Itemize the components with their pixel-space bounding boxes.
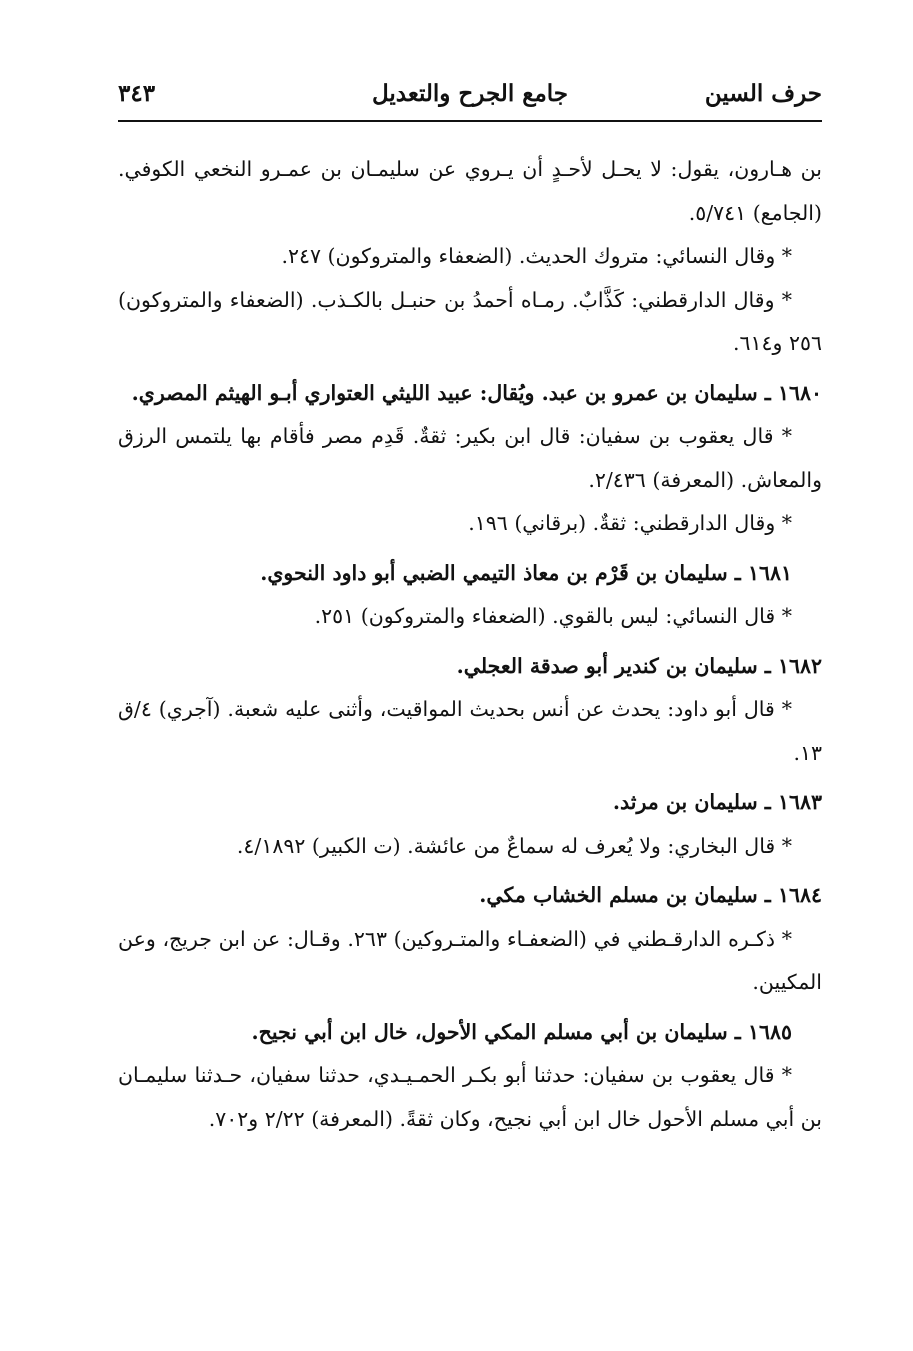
running-header	[118, 70, 822, 116]
entry-paragraph: * وقال الدارقطني: كَذَّابٌ. رمـاه أحمدُ بن حنبـل بالكـذب. (الضعفاء والمتروكون) ٢٥٦ و٦١٤.	[118, 287, 822, 355]
entry-heading: ١٦٨٥ ـ سليمان بن أبي مسلم المكي الأحول، خال ابن أبي نجيح.	[251, 1019, 792, 1044]
entry-heading: ١٦٨١ ـ سليمان بن قَرْم بن معاذ التيمي الضبي أبو داود النحوي.	[260, 560, 792, 585]
entry-paragraph: * قال النسائي: ليس بالقوي. (الضعفاء والمتروكون) ٢٥١.	[314, 604, 792, 628]
header-book-title: جامع الجرح والتعديل	[371, 79, 569, 107]
entry-paragraph: * قال يعقوب بن سفيان: حدثنا أبو بكـر الحمـيـدي، حدثنا سفيان، حـدثنا سليمـان بن أبي مسلم الأحول خال ابن أبي نجيح، وكان ثقةً. (المعرفة) ٢/٢٢ و٧٠٢.	[118, 1063, 822, 1131]
header-rule	[118, 120, 822, 122]
page-body	[118, 148, 822, 1141]
header-chapter: حرف السين	[704, 79, 822, 107]
entry-paragraph: * قال أبو داود: يحدث عن أنس بحديث المواقيت، وأثنى عليه شعبة. (آجري) ٤/ق ١٣.	[118, 697, 822, 765]
entry-heading: ١٦٨٠ ـ سليمان بن عمرو بن عبد. ويُقال: عبيد الليثي العتواري أبـو الهيثم المصري.	[131, 380, 822, 405]
entry-paragraph: * قال يعقوب بن سفيان: قال ابن بكير: ثقةٌ. قَدِم مصر فأقام بها يلتمس الرزق والمعاش. (المعرفة) ٢/٤٣٦.	[118, 424, 822, 492]
entry-paragraph: * ذكـره الدارقـطني في (الضعفـاء والمتـروكين) ٢٦٣. وقـال: عن ابن جريج، وعن المكيين.	[118, 926, 822, 994]
entry-heading: ١٦٨٢ ـ سليمان بن كندير أبو صدقة العجلي.	[456, 653, 822, 678]
entry-paragraph: بن هـارون، يقول: لا يحـل لأحـدٍ أن يـروي عن سليمـان بن عمـرو النخعي الكوفي. (الجامع) ٥/٧٤١.	[118, 157, 822, 225]
entry-paragraph: * وقال الدارقطني: ثقةٌ. (برقاني) ١٩٦.	[468, 511, 792, 535]
entry-heading: ١٦٨٣ ـ سليمان بن مرثد.	[612, 790, 822, 814]
page-number: ٣٤٣	[118, 79, 156, 107]
entry-paragraph: * وقال النسائي: متروك الحديث. (الضعفاء والمتروكون) ٢٤٧.	[281, 244, 792, 268]
entry-paragraph: * قال البخاري: ولا يُعرف له سماعٌ من عائشة. (ت الكبير) ٤/١٨٩٢.	[236, 833, 792, 858]
entry-heading: ١٦٨٤ ـ سليمان بن مسلم الخشاب مكي.	[479, 883, 822, 907]
